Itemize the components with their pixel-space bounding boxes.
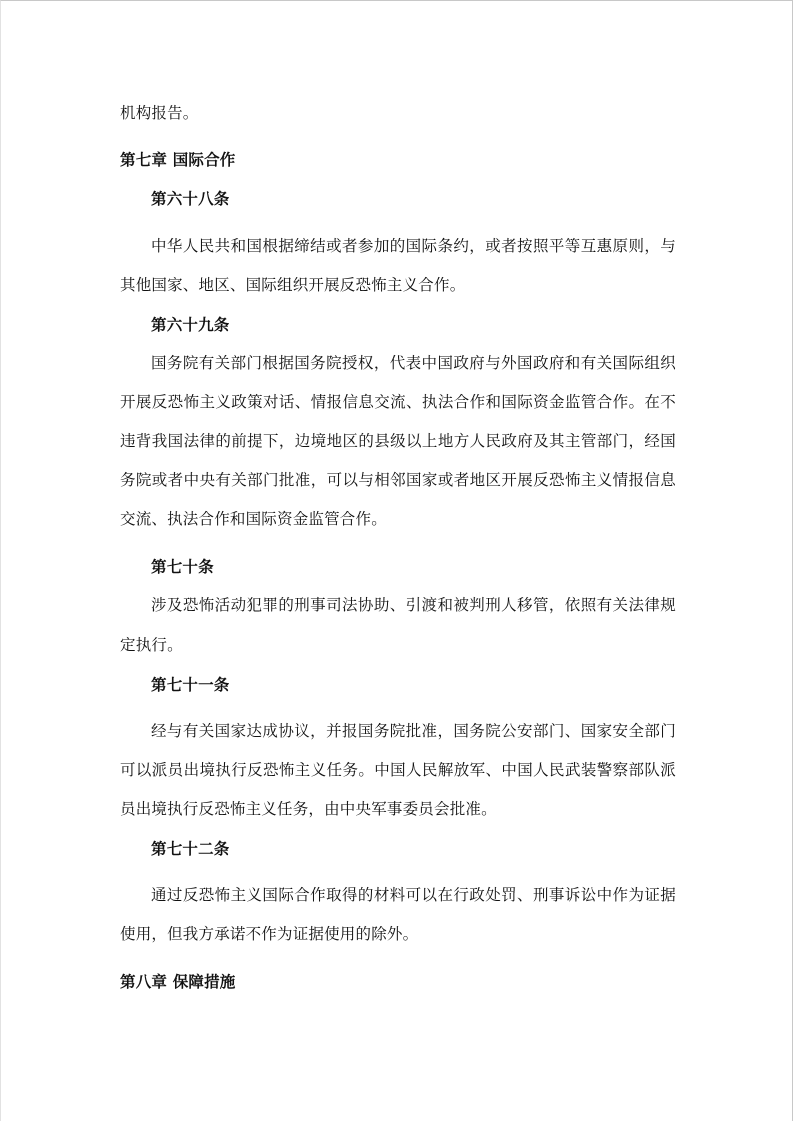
paragraph-line: 违背我国法律的前提下，边境地区的县级以上地方人民政府及其主管部门，经国 <box>120 432 676 450</box>
paragraph-line: 务院或者中央有关部门批准，可以与相邻国家或者地区开展反恐怖主义情报信息 <box>120 471 676 489</box>
paragraph-line: 员出境执行反恐怖主义任务，由中央军事委员会批准。 <box>120 800 497 818</box>
paragraph-line: 国务院有关部门根据国务院授权，代表中国政府与外国政府和有关国际组织 <box>151 354 676 372</box>
article-heading: 第七十条 <box>151 557 214 576</box>
paragraph-line: 定执行。 <box>120 636 183 654</box>
paragraph-line: 中华人民共和国根据缔结或者参加的国际条约，或者按照平等互惠原则，与 <box>151 237 676 255</box>
paragraph-line: 使用，但我方承诺不作为证据使用的除外。 <box>120 925 419 943</box>
paragraph-line: 涉及恐怖活动犯罪的刑事司法协助、引渡和被判刑人移管，依照有关法律规 <box>151 596 676 614</box>
article-heading: 第七十二条 <box>151 839 230 858</box>
paragraph-line: 可以派员出境执行反恐怖主义任务。中国人民解放军、中国人民武装警察部队派 <box>120 761 676 779</box>
paragraph-line: 通过反恐怖主义国际合作取得的材料可以在行政处罚、刑事诉讼中作为证据 <box>151 886 676 904</box>
paragraph-line: 其他国家、地区、国际组织开展反恐怖主义合作。 <box>120 276 466 294</box>
paragraph-line: 开展反恐怖主义政策对话、情报信息交流、执法合作和国际资金监管合作。在不 <box>120 393 676 411</box>
article-heading: 第六十八条 <box>151 189 230 208</box>
article-heading: 第七十一条 <box>151 675 230 694</box>
chapter-heading: 第七章 国际合作 <box>120 150 236 169</box>
text-line: 机构报告。 <box>120 104 199 122</box>
article-heading: 第六十九条 <box>151 315 230 334</box>
chapter-heading: 第八章 保障措施 <box>120 972 236 991</box>
paragraph-line: 交流、执法合作和国际资金监管合作。 <box>120 510 387 528</box>
paragraph-line: 经与有关国家达成协议，并报国务院批准，国务院公安部门、国家安全部门 <box>151 722 676 740</box>
